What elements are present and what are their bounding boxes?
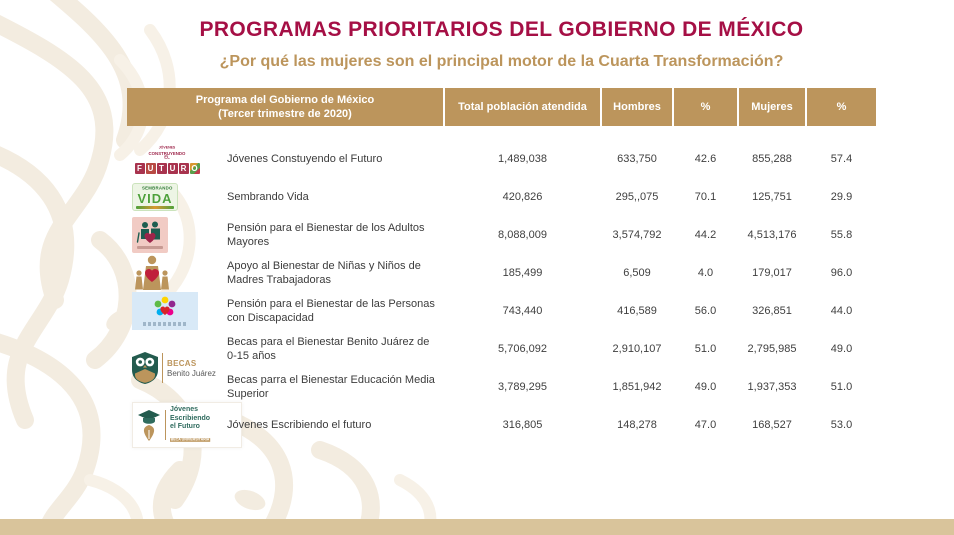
program-name: Becas parra el Bienestar Educación Media Superior (227, 373, 435, 400)
pct-hombres-value: 42.6 (694, 153, 717, 165)
total-value: 1,489,038 (498, 153, 547, 165)
program-name: Becas para el Bienestar Benito Juárez de 0-15 años (227, 335, 430, 362)
pct-mujeres-value: 29.9 (830, 191, 853, 203)
pct-mujeres-value: 44.0 (830, 305, 853, 317)
hombres-value: 6,509 (623, 267, 651, 279)
header-hombres: Hombres (602, 88, 672, 126)
sembrando-vida-logo-icon: SEMBRANDO VIDA (132, 183, 178, 211)
madres-trabajadoras-logo-icon (132, 255, 172, 291)
hombres-value: 295,,075 (615, 191, 659, 203)
program-name: Sembrando Vida (227, 190, 309, 203)
program-name: Jóvenes Escribiendo el futuro (227, 418, 372, 431)
hombres-value: 633,750 (617, 153, 657, 165)
jovenes-construyendo-futuro-logo-icon: JÓVENES CONSTRUYENDO EL F U T U R O (132, 145, 202, 174)
table-row (127, 254, 876, 292)
pct-hombres-value: 70.1 (694, 191, 717, 203)
grad-cap-pen-icon (137, 408, 161, 442)
header-pct-mujeres: % (807, 88, 876, 126)
table-row (127, 140, 876, 178)
owl-shield-icon (132, 352, 158, 384)
mujeres-value: 125,751 (752, 191, 792, 203)
becas-benito-juarez-logo-icon: BECAS Benito Juárez (132, 352, 216, 384)
table-header-row (127, 88, 876, 126)
mujeres-value: 855,288 (752, 153, 792, 165)
hombres-value: 2,910,107 (612, 343, 662, 355)
mujeres-value: 168,527 (752, 419, 792, 431)
hombres-value: 148,278 (617, 419, 657, 431)
pct-mujeres-value: 51.0 (830, 381, 853, 393)
header-programa-line1: Programa del Gobierno de México (195, 93, 375, 106)
hombres-value: 3,574,792 (612, 229, 662, 241)
header-mujeres: Mujeres (739, 88, 805, 126)
colored-dots-heart-icon (151, 296, 179, 320)
mujeres-value: 1,937,353 (747, 381, 797, 393)
header-total: Total población atendida (445, 88, 600, 126)
pct-mujeres-value: 49.0 (830, 343, 853, 355)
table-body (127, 140, 876, 444)
header-programa (127, 88, 443, 126)
table-row (127, 330, 876, 378)
pct-mujeres-value: 96.0 (830, 267, 853, 279)
total-value: 316,805 (502, 419, 543, 431)
program-name: Pensión para el Bienestar de los Adultos Mayores (227, 221, 425, 248)
program-name: Jóvenes Constuyendo el Futuro (227, 152, 383, 165)
jovenes-escribiendo-futuro-logo-icon: Jóvenes Escribiendo el Futuro BECA UNIVERSITARIA (132, 402, 242, 448)
program-name: Pensión para el Bienestar de las Personas con Discapacidad (227, 297, 435, 324)
footer-gold-bar (0, 519, 954, 535)
table-row (127, 368, 876, 406)
pct-hombres-value: 4.0 (697, 267, 714, 279)
total-value: 743,440 (502, 305, 543, 317)
total-value: 5,706,092 (498, 343, 547, 355)
total-value: 8,088,009 (498, 229, 547, 241)
total-value: 185,499 (502, 267, 543, 279)
mujeres-value: 2,795,985 (747, 343, 797, 355)
header-programa-line2: (Tercer trimestre de 2020) (218, 108, 352, 120)
pct-mujeres-value: 53.0 (830, 419, 853, 431)
table-row (127, 406, 876, 444)
hombres-value: 1,851,942 (612, 381, 662, 393)
header-pct-hombres: % (674, 88, 737, 126)
pct-hombres-value: 51.0 (694, 343, 717, 355)
pct-hombres-value: 44.2 (694, 229, 717, 241)
adultos-mayores-logo-icon (132, 217, 168, 253)
pct-hombres-value: 56.0 (694, 305, 717, 317)
pct-mujeres-value: 57.4 (830, 153, 853, 165)
page-title: PROGRAMAS PRIORITARIOS DEL GOBIERNO DE MÉXICO (199, 18, 804, 41)
page-subtitle: ¿Por qué las mujeres son el principal motor de la Cuarta Transformación? (219, 53, 784, 70)
elderly-couple-heart-icon (135, 221, 165, 245)
table-row (127, 292, 876, 330)
mujeres-value: 179,017 (752, 267, 792, 279)
hombres-value: 416,589 (617, 305, 657, 317)
personas-discapacidad-logo-icon (132, 292, 198, 330)
mujeres-value: 4,513,176 (747, 229, 797, 241)
total-value: 420,826 (502, 191, 543, 203)
program-name: Apoyo al Bienestar de Niñas y Niños de Madres Trabajadoras (227, 259, 421, 286)
mujeres-value: 326,851 (752, 305, 792, 317)
table-row (127, 178, 876, 216)
pct-mujeres-value: 55.8 (830, 229, 853, 241)
table-row (127, 216, 876, 254)
pct-hombres-value: 49.0 (694, 381, 717, 393)
pct-hombres-value: 47.0 (694, 419, 717, 431)
total-value: 3,789,295 (498, 381, 547, 393)
slide-content (127, 0, 876, 444)
